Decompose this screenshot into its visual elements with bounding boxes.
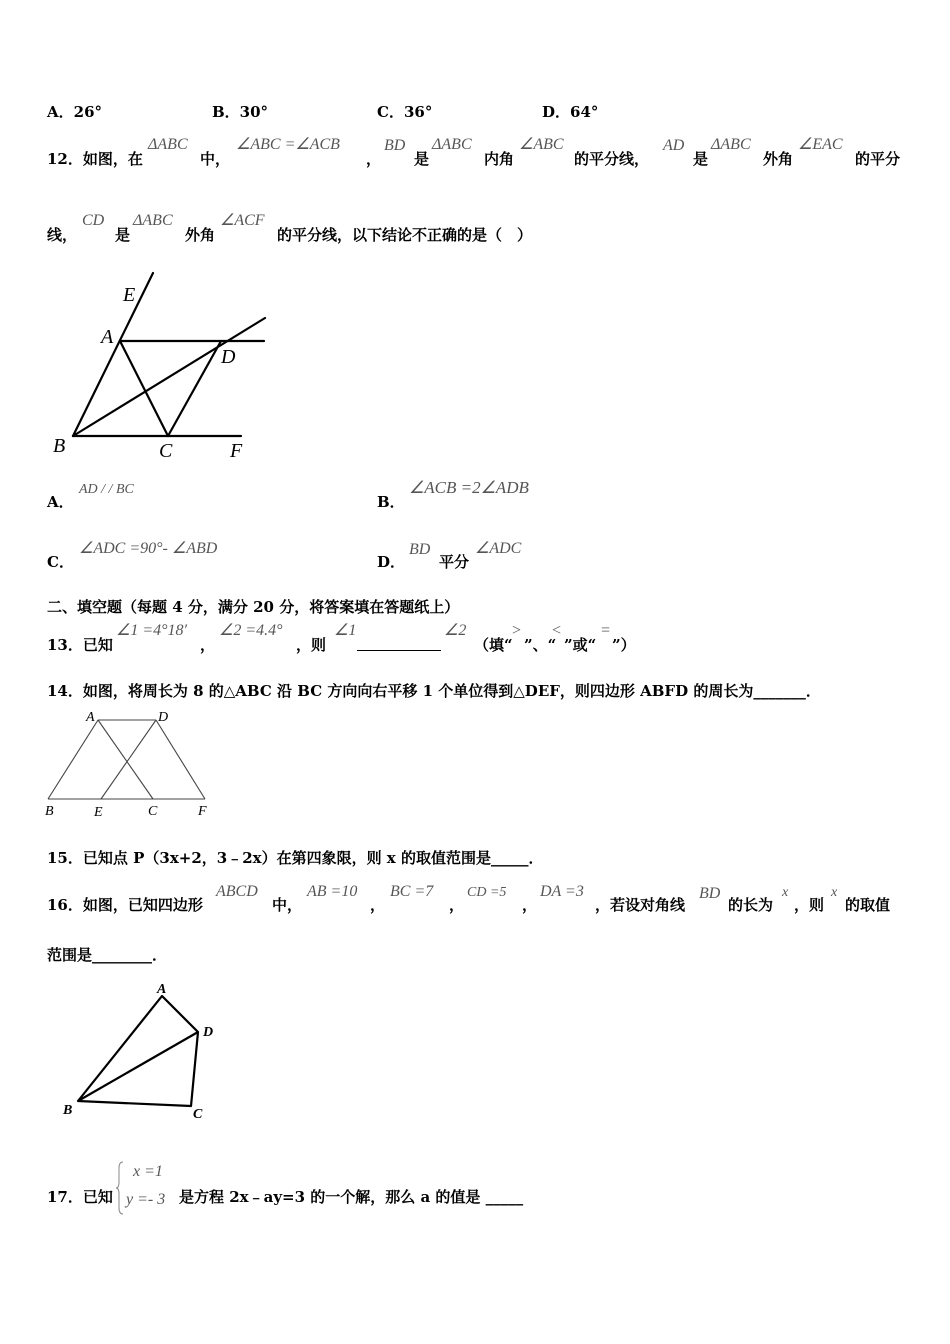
q12-math: ∠ABC =∠ACB xyxy=(236,136,340,153)
q16-math: DA =3 xyxy=(540,883,584,900)
q16-text: 的取值 xyxy=(845,896,891,914)
q16-math: BC =7 xyxy=(390,883,434,900)
q17-suffix: 是方程 2x﹣ay=3 的一个解，那么 a 的值是 _____ xyxy=(179,1188,524,1206)
q12-option-d-text: 平分 xyxy=(439,553,470,571)
q12-text: 是 xyxy=(115,226,131,244)
q16-text: 的长为 xyxy=(728,896,774,914)
q11-option-d: D．64° xyxy=(542,103,599,121)
q12-text: 是 xyxy=(414,150,430,168)
q12-option-a-math: AD / / BC xyxy=(79,482,134,497)
q12-figure xyxy=(45,265,275,465)
q13-text: ”、“ xyxy=(524,636,557,654)
q13-text: ，则 xyxy=(296,636,327,654)
q16-math: CD =5 xyxy=(467,885,507,900)
q16-text: 16．如图，已知四边形 xyxy=(47,896,203,914)
q12-option-d-math: ∠ADC xyxy=(475,540,522,557)
q13-math: ∠1 xyxy=(334,622,357,639)
label-d: D xyxy=(203,1025,214,1040)
label-e: E xyxy=(94,805,103,820)
q11-option-c: C．36° xyxy=(377,103,433,121)
line-df xyxy=(156,720,205,799)
q11-option-a: A．26° xyxy=(47,103,103,121)
q16-figure xyxy=(55,978,230,1126)
q13-math: < xyxy=(551,622,562,639)
q12-math: ΔABC xyxy=(133,212,173,229)
q12-option-d-label: D． xyxy=(377,553,406,571)
q11-option-b: B．30° xyxy=(212,103,269,121)
line-ab xyxy=(48,720,98,799)
label-c: C xyxy=(148,804,158,819)
line-de xyxy=(101,720,156,799)
q16-math: x xyxy=(782,885,789,900)
label-b: B xyxy=(63,1103,73,1118)
q12-math: ΔABC xyxy=(148,136,188,153)
q12-option-b-label: B． xyxy=(377,493,405,511)
q13-math: = xyxy=(600,622,611,639)
q13-math: ∠2 =4.4° xyxy=(219,622,283,639)
q17-eq2: y =- 3 xyxy=(126,1191,166,1208)
label-d: D xyxy=(221,346,236,368)
q12-text: 的平分 xyxy=(855,150,901,168)
q12-option-c-label: C． xyxy=(47,553,74,571)
q12-math: ∠ABC xyxy=(519,136,564,153)
label-b: B xyxy=(53,435,66,457)
q12-text: 是 xyxy=(693,150,709,168)
label-a: A xyxy=(157,982,167,997)
q12-text: ， xyxy=(366,150,382,168)
q13-text: ”） xyxy=(612,636,636,654)
q16-math: AB =10 xyxy=(307,883,358,900)
section-heading: 二、填空题（每题 4 分，满分 20 分，将答案填在答题纸上） xyxy=(47,598,460,616)
label-e: E xyxy=(123,284,136,306)
q17-eq1: x =1 xyxy=(133,1163,163,1180)
q17-prefix: 17．已知 xyxy=(47,1188,113,1206)
q16-text: ， xyxy=(522,896,538,914)
q13-math: > xyxy=(511,622,522,639)
q16-text: ，则 xyxy=(794,896,825,914)
q16-line2: 范围是________． xyxy=(47,946,168,964)
line-ac xyxy=(120,341,168,436)
q13-text: 13．已知 xyxy=(47,636,113,654)
q13-math: ∠2 xyxy=(444,622,467,639)
q12-text: 外角 xyxy=(185,226,216,244)
q12-text: 内角 xyxy=(484,150,515,168)
q16-text: 中， xyxy=(272,896,303,914)
q12-math: CD xyxy=(82,212,105,229)
q16-math: BD xyxy=(699,885,721,902)
label-f: F xyxy=(230,440,243,462)
label-a: A xyxy=(86,710,95,725)
q12-text: 线， xyxy=(47,226,78,244)
label-b: B xyxy=(45,804,54,819)
line-ac xyxy=(98,720,153,799)
label-f: F xyxy=(198,804,207,819)
line-cd xyxy=(168,341,221,436)
q12-option-d-math: BD xyxy=(409,541,431,558)
q16-math: x xyxy=(831,885,838,900)
q16-text: ，若设对角线 xyxy=(595,896,686,914)
q12-math: ∠EAC xyxy=(798,136,843,153)
q12-text: 外角 xyxy=(763,150,794,168)
label-d: D xyxy=(158,710,169,725)
q16-text: ， xyxy=(370,896,386,914)
label-a: A xyxy=(101,326,114,348)
label-c: C xyxy=(193,1107,203,1122)
q12-text: 的平分线， xyxy=(574,150,650,168)
q14-figure xyxy=(42,708,217,824)
q12-text: 的平分线，以下结论不正确的是（ ） xyxy=(277,226,533,244)
q15-text: 15．已知点 P（3x+2，3﹣2x）在第四象限，则 x 的取值范围是_____． xyxy=(47,849,544,867)
q12-text: 中， xyxy=(200,150,231,168)
q14-text: 14．如图，将周长为 8 的△ABC 沿 BC 方向向右平移 1 个单位得到△DEF，则四边形 ABFD 的周长为_______． xyxy=(47,682,821,700)
q13-answer-blank[interactable] xyxy=(357,650,441,651)
q13-text: ， xyxy=(200,636,216,654)
diagonal-bd xyxy=(78,1032,198,1101)
q12-math: ∠ACF xyxy=(220,212,265,229)
q12-math: ΔABC xyxy=(432,136,472,153)
q12-math: AD xyxy=(663,137,685,154)
q16-math: ABCD xyxy=(216,883,258,900)
q16-text: ， xyxy=(449,896,465,914)
q13-text: （填“ xyxy=(474,636,513,654)
q12-option-a-label: A． xyxy=(47,493,74,511)
q13-text: ”或“ xyxy=(564,636,597,654)
q12-math: BD xyxy=(384,137,406,154)
q12-option-b-math: ∠ACB =2∠ADB xyxy=(409,478,529,497)
q12-option-c-math: ∠ADC =90°- ∠ABD xyxy=(79,540,218,557)
q12-text: 12．如图，在 xyxy=(47,150,143,168)
q13-math: ∠1 =4°18′ xyxy=(116,622,188,639)
q12-math: ΔABC xyxy=(711,136,751,153)
label-c: C xyxy=(159,440,173,462)
brace-icon xyxy=(115,1160,125,1216)
